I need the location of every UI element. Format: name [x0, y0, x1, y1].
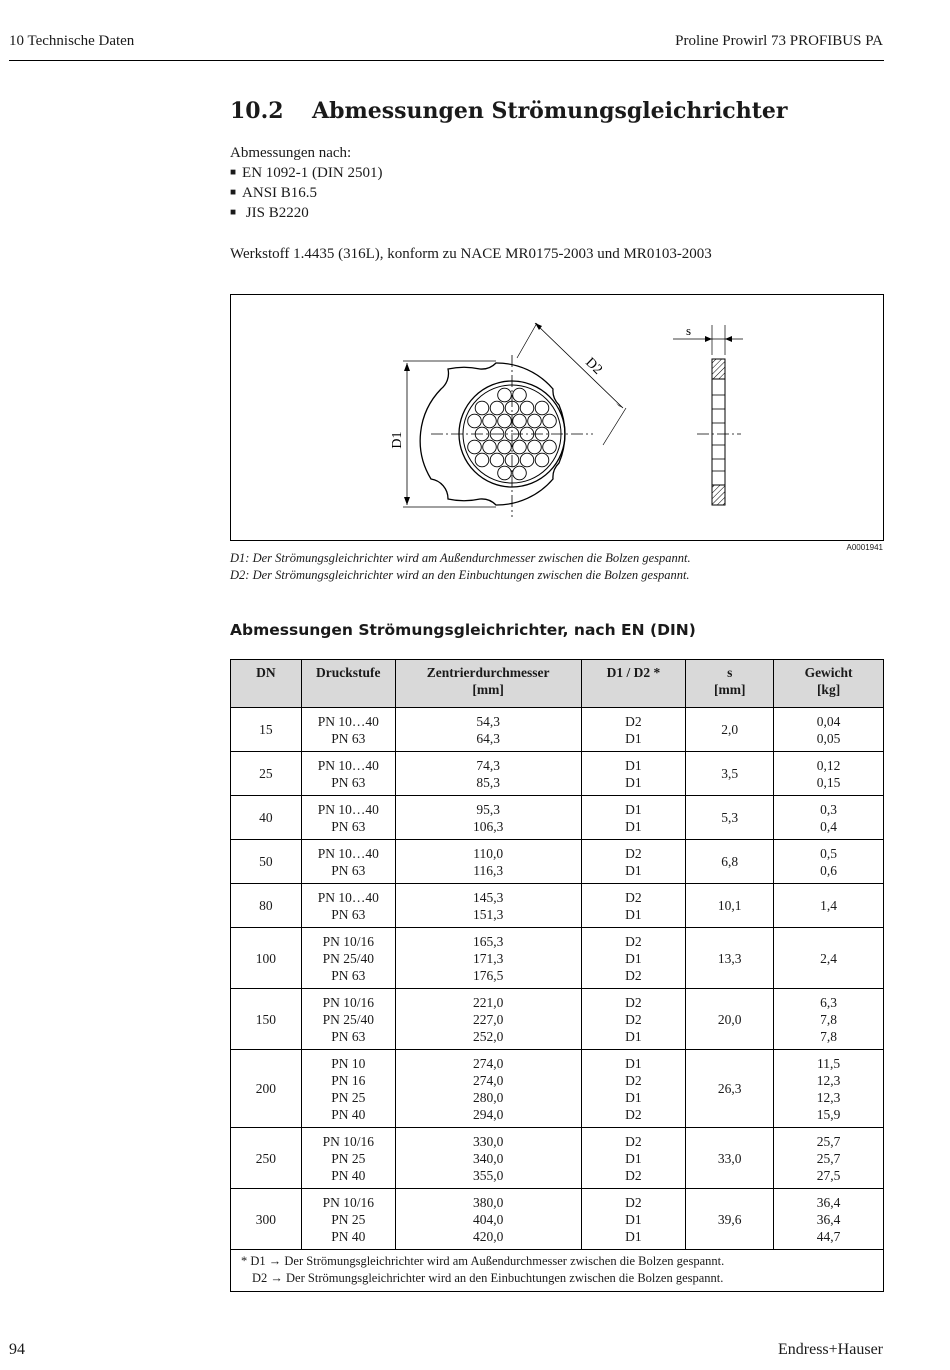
flow-hole: [543, 440, 557, 454]
pn-value: PN 25: [331, 1211, 366, 1227]
flow-hole: [513, 440, 527, 454]
dn-cell: 100: [231, 928, 302, 989]
zd-cell: [395, 796, 581, 840]
flow-hole: [520, 453, 534, 467]
pn-cell: [301, 752, 395, 796]
w-value: 2,4: [820, 950, 837, 966]
table-row: [231, 796, 884, 840]
flow-hole: [535, 401, 549, 415]
pn-value: PN 63: [331, 1028, 366, 1044]
pn-value: PN 25: [331, 1089, 366, 1105]
dimensions-table: [230, 659, 884, 1292]
zd-cell: [395, 1050, 581, 1128]
table-row: [231, 708, 884, 752]
d-value: D2: [625, 713, 642, 729]
s-cell: 13,3: [686, 928, 774, 989]
pn-cell: [301, 1128, 395, 1189]
w-value: 0,05: [816, 730, 841, 746]
flow-hole: [498, 440, 512, 454]
footnote-d1: * D1 → Der Strömungsgleichrichter wird am Außendurchmesser zwischen die Bolzen gespannt.: [241, 1254, 725, 1268]
w-cell: [774, 752, 884, 796]
d-value: D2: [625, 1011, 642, 1027]
pn-value: PN 63: [331, 818, 366, 834]
header-rule: [9, 60, 884, 61]
w-value: 0,04: [816, 713, 841, 729]
zd-cell: [395, 840, 581, 884]
dn-cell: 40: [231, 796, 302, 840]
d-cell: [581, 1128, 686, 1189]
w-cell: [774, 708, 884, 752]
d-value: D2: [625, 1072, 642, 1088]
flow-hole: [513, 466, 527, 480]
zd-value: 110,0: [473, 845, 504, 861]
standard-bullet: ■ ANSI B16.5: [230, 185, 317, 202]
d-cell: [581, 928, 686, 989]
w-cell: [774, 840, 884, 884]
flow-hole: [490, 453, 504, 467]
running-header-chapter: 10 Technische Daten: [9, 33, 135, 49]
standard-bullet: ■ JIS B2220: [230, 205, 309, 222]
d-value: D1: [625, 1150, 642, 1166]
d-value: D1: [625, 818, 642, 834]
d-value: D1: [625, 757, 642, 773]
pn-value: PN 10/16: [322, 994, 374, 1010]
pn-value: PN 40: [331, 1106, 366, 1122]
flow-hole: [483, 414, 497, 428]
s-cell: 5,3: [686, 796, 774, 840]
dn-cell: 50: [231, 840, 302, 884]
label-d2: D2: [582, 355, 605, 378]
zd-value: 274,0: [472, 1055, 504, 1071]
w-value: 27,5: [816, 1167, 841, 1183]
flow-hole: [498, 388, 512, 402]
pn-value: PN 63: [331, 730, 366, 746]
zd-value: 420,0: [472, 1228, 504, 1244]
header-cell: s [mm]: [686, 660, 774, 708]
zd-value: 280,0: [472, 1089, 504, 1105]
dn-cell: 150: [231, 989, 302, 1050]
zd-value: 380,0: [472, 1194, 504, 1210]
flow-hole: [475, 453, 489, 467]
w-value: 0,4: [820, 818, 837, 834]
label-s: s: [686, 323, 692, 338]
pn-value: PN 10…40: [317, 845, 379, 861]
footnote-d2: D2 → Der Strömungsgleichrichter wird an den Einbuchtungen zwischen die Bolzen gespannt.: [252, 1271, 724, 1285]
w-value: 11,5: [817, 1055, 841, 1071]
w-value: 36,4: [816, 1211, 841, 1227]
dn-cell: 25: [231, 752, 302, 796]
zd-value: 176,5: [472, 967, 504, 983]
pn-value: PN 10/16: [322, 1133, 374, 1149]
d-value: D1: [625, 906, 642, 922]
zd-cell: [395, 1189, 581, 1250]
pn-value: PN 63: [331, 906, 366, 922]
flow-hole: [490, 401, 504, 415]
table-footnote: [231, 1250, 884, 1292]
pn-value: PN 25: [331, 1150, 366, 1166]
table-row: [231, 928, 884, 989]
w-cell: [774, 989, 884, 1050]
pn-value: PN 10…40: [317, 757, 379, 773]
w-value: 0,3: [820, 801, 837, 817]
d-cell: [581, 1189, 686, 1250]
table-row: [231, 1128, 884, 1189]
pn-value: PN 10…40: [317, 889, 379, 905]
d-value: D2: [625, 1106, 642, 1122]
w-value: 12,3: [816, 1089, 841, 1105]
w-value: 7,8: [820, 1011, 837, 1027]
pn-cell: [301, 796, 395, 840]
s-cell: 33,0: [686, 1128, 774, 1189]
pn-value: PN 10/16: [322, 933, 374, 949]
zd-cell: [395, 884, 581, 928]
zd-value: 95,3: [476, 801, 500, 817]
zd-value: 404,0: [472, 1211, 504, 1227]
d-value: D1: [625, 1055, 642, 1071]
w-cell: [774, 1189, 884, 1250]
zd-value: 355,0: [472, 1167, 504, 1183]
pn-value: PN 63: [331, 862, 366, 878]
page-number: 94: [9, 1341, 25, 1358]
flow-hole: [528, 440, 542, 454]
pn-value: PN 40: [331, 1228, 366, 1244]
w-cell: [774, 796, 884, 840]
zd-value: 165,3: [472, 933, 504, 949]
table-row: [231, 1050, 884, 1128]
zd-value: 151,3: [472, 906, 504, 922]
d-value: D2: [625, 1133, 642, 1149]
dn-cell: 15: [231, 708, 302, 752]
flow-hole: [475, 401, 489, 415]
zd-value: 171,3: [472, 950, 504, 966]
pn-cell: [301, 1189, 395, 1250]
w-value: 0,6: [820, 862, 837, 878]
w-value: 44,7: [816, 1228, 841, 1244]
zd-value: 340,0: [472, 1150, 504, 1166]
pn-value: PN 10…40: [317, 713, 379, 729]
zd-value: 106,3: [472, 818, 504, 834]
d-value: D2: [625, 994, 642, 1010]
section-number: 10.2: [230, 98, 284, 124]
header-cell: Zentrierdurchmesser [mm]: [395, 660, 581, 708]
material-note: Werkstoff 1.4435 (316L), konform zu NACE MR0175-2003 und MR0103-2003: [230, 246, 712, 262]
pn-value: PN 10: [331, 1055, 366, 1071]
dn-cell: 250: [231, 1128, 302, 1189]
section-title: Abmessungen Strömungsgleichrichter: [312, 98, 788, 124]
pn-cell: [301, 884, 395, 928]
w-value: 15,9: [816, 1106, 841, 1122]
section-heading: [230, 98, 787, 124]
header-cell: DN: [231, 660, 302, 708]
w-value: 0,15: [816, 774, 841, 790]
pn-cell: [301, 1050, 395, 1128]
flow-hole: [513, 414, 527, 428]
d-value: D2: [625, 967, 642, 983]
label-d1: D1: [390, 431, 405, 449]
flow-hole: [535, 453, 549, 467]
zd-value: 85,3: [476, 774, 500, 790]
flow-hole: [498, 414, 512, 428]
zd-cell: [395, 1128, 581, 1189]
standard-bullet: ■ EN 1092-1 (DIN 2501): [230, 165, 382, 182]
w-cell: [774, 928, 884, 989]
pn-cell: [301, 989, 395, 1050]
flow-hole: [528, 414, 542, 428]
w-cell: [774, 1128, 884, 1189]
header-cell: D1 / D2 *: [581, 660, 686, 708]
d-value: D2: [625, 933, 642, 949]
table-footnote-row: [231, 1250, 884, 1292]
running-header-product: Proline Prowirl 73 PROFIBUS PA: [675, 33, 883, 49]
table-row: [231, 1189, 884, 1250]
zd-cell: [395, 928, 581, 989]
d-cell: [581, 752, 686, 796]
zd-value: 145,3: [472, 889, 504, 905]
figure-caption-d2: D2: Der Strömungsgleichrichter wird an den Einbuchtungen zwischen die Bolzen gespannt.: [230, 568, 690, 582]
s-cell: 20,0: [686, 989, 774, 1050]
d-value: D2: [625, 889, 642, 905]
w-value: 1,4: [820, 898, 837, 913]
d-cell: [581, 1050, 686, 1128]
flow-hole: [468, 440, 482, 454]
flow-hole: [543, 414, 557, 428]
pn-value: PN 25/40: [322, 1011, 374, 1027]
w-cell: [774, 1050, 884, 1128]
d-cell: [581, 840, 686, 884]
s-cell: 10,1: [686, 884, 774, 928]
zd-value: 330,0: [472, 1133, 504, 1149]
table-row: [231, 840, 884, 884]
zd-value: 74,3: [476, 757, 500, 773]
table-title: Abmessungen Strömungsgleichrichter, nach EN (DIN): [230, 621, 696, 639]
pn-value: PN 10…40: [317, 801, 379, 817]
zd-value: 274,0: [472, 1072, 504, 1088]
zd-cell: [395, 752, 581, 796]
d-value: D1: [625, 801, 642, 817]
figure-caption-d1: D1: Der Strömungsgleichrichter wird am Außendurchmesser zwischen die Bolzen gespannt.: [230, 551, 691, 565]
zd-value: 64,3: [476, 730, 500, 746]
w-value: 25,7: [816, 1133, 841, 1149]
flow-hole: [468, 414, 482, 428]
table-row: [231, 989, 884, 1050]
pn-value: PN 25/40: [322, 950, 374, 966]
figure-id: A0001941: [846, 543, 883, 552]
intro-lead: Abmessungen nach:: [230, 145, 352, 161]
zd-value: 221,0: [472, 994, 504, 1010]
d-cell: [581, 884, 686, 928]
zd-cell: [395, 708, 581, 752]
dn-cell: 200: [231, 1050, 302, 1128]
table-row: [231, 752, 884, 796]
d-value: D1: [625, 774, 642, 790]
s-cell: 3,5: [686, 752, 774, 796]
d-value: D1: [625, 1211, 642, 1227]
s-cell: 2,0: [686, 708, 774, 752]
zd-value: 227,0: [472, 1011, 504, 1027]
pn-value: PN 10/16: [322, 1194, 374, 1210]
flow-hole: [483, 440, 497, 454]
zd-value: 294,0: [472, 1106, 504, 1122]
w-value: 25,7: [816, 1150, 841, 1166]
d-value: D1: [625, 950, 642, 966]
w-value: 12,3: [816, 1072, 841, 1088]
pn-cell: [301, 928, 395, 989]
w-value: 6,3: [820, 994, 837, 1010]
pn-value: PN 40: [331, 1167, 366, 1183]
d-value: D2: [625, 845, 642, 861]
pn-value: PN 16: [331, 1072, 366, 1088]
header-cell: Gewicht [kg]: [774, 660, 884, 708]
d-value: D1: [625, 1028, 642, 1044]
d-cell: [581, 796, 686, 840]
flow-hole: [520, 401, 534, 415]
s-cell: 6,8: [686, 840, 774, 884]
table-row: [231, 884, 884, 928]
zd-value: 252,0: [472, 1028, 504, 1044]
d-value: D2: [625, 1167, 642, 1183]
pn-value: PN 63: [331, 774, 366, 790]
flow-conditioner-drawing: [231, 295, 883, 540]
dn-cell: 300: [231, 1189, 302, 1250]
s-cell: 39,6: [686, 1189, 774, 1250]
header-cell: Druckstufe: [301, 660, 395, 708]
pn-cell: [301, 840, 395, 884]
w-value: 7,8: [820, 1028, 837, 1044]
w-value: 0,12: [816, 757, 841, 773]
d-value: D2: [625, 1194, 642, 1210]
pn-cell: [301, 708, 395, 752]
brand-name: Endress+Hauser: [778, 1341, 883, 1358]
zd-value: 54,3: [476, 713, 500, 729]
d-value: D1: [625, 730, 642, 746]
flow-hole: [498, 466, 512, 480]
flow-hole: [513, 388, 527, 402]
pn-value: PN 63: [331, 967, 366, 983]
d-cell: [581, 989, 686, 1050]
table-header-row: [231, 660, 884, 708]
zd-value: 116,3: [473, 862, 504, 878]
zd-cell: [395, 989, 581, 1050]
d-value: D1: [625, 1089, 642, 1105]
d-cell: [581, 708, 686, 752]
dn-cell: 80: [231, 884, 302, 928]
w-value: 36,4: [816, 1194, 841, 1210]
s-cell: 26,3: [686, 1050, 774, 1128]
w-cell: [774, 884, 884, 928]
figure-frame: [230, 294, 884, 541]
w-value: 0,5: [820, 845, 837, 861]
d-value: D1: [625, 1228, 642, 1244]
d-value: D1: [625, 862, 642, 878]
